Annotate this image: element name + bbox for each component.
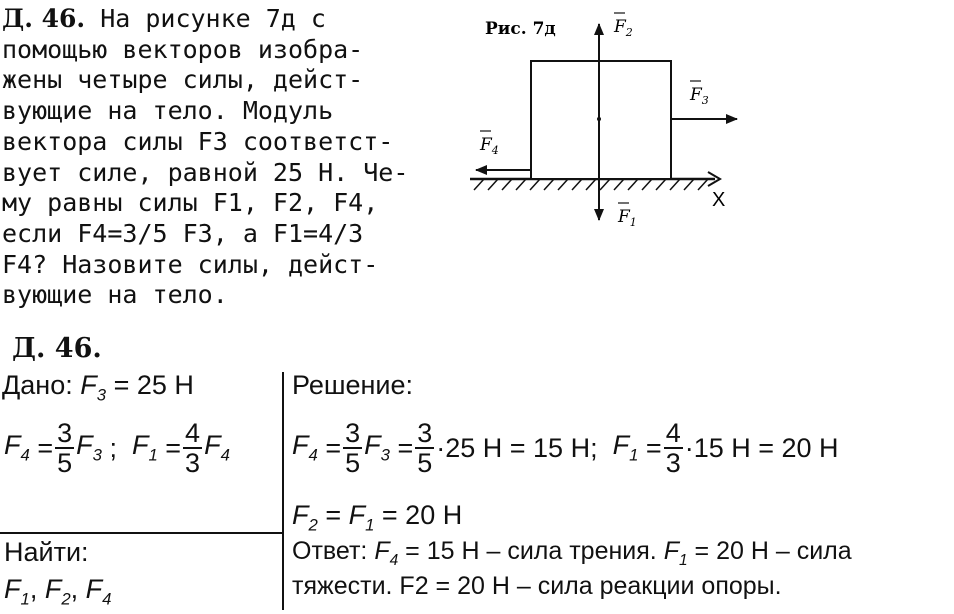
given-section: Дано: $F_3 = 25$ Н — [2, 370, 194, 405]
problem-line-9: F4? Назовите силы, дейст- — [2, 249, 379, 279]
answer-line-2: тяжести. F2 = 20 Н – сила реакции опоры. — [292, 572, 782, 600]
solution-f2-line: $F_2 = F_1 = 20$ Н — [292, 500, 463, 535]
problem-line-6: вует силе, равной 25 Н. Че- — [2, 157, 409, 187]
problem-line-2: помощью векторов изобра- — [2, 34, 364, 64]
solution-header: Д. 46. — [12, 333, 102, 364]
fraction-3-5: $\frac{3}{5}$ — [57, 417, 73, 478]
problem-statement — [2, 4, 462, 311]
label-f3: $F_3$ — [690, 85, 709, 107]
problem-line-3: жены четыре силы, дейст- — [2, 65, 364, 95]
find-values: $F_1$, $F_2$, $F_4$ — [4, 574, 112, 609]
problem-number: Д. 46. — [2, 4, 86, 33]
given-relations: $F_4$ = $\frac{3}{5}$ $F_3$ ; $F_1$ = $\frac{4}{3}$ $F_4$ — [4, 417, 230, 478]
solution-f4-f1-calculation: $F_4$ = $\frac{3}{5}$ $F_3$ = $\frac{3}{5}$ ·25 Н = 15 Н; $F_1$ = $\frac{4}{3}$ ·15 Н = 20 Н — [292, 417, 839, 478]
label-f4: $F_4$ — [480, 135, 499, 157]
figure-caption: Рис. 7д — [485, 19, 556, 39]
table-vertical-divider — [282, 372, 284, 610]
label-f2: $F_2$ — [614, 17, 633, 39]
body-block — [531, 61, 671, 179]
find-label: Найти: — [4, 537, 89, 567]
table-horizontal-divider — [0, 532, 284, 534]
answer-line-1: Ответ: $F_4 = 15$ Н – сила трения. $F_1 = 20$ Н – сила — [292, 537, 852, 569]
problem-line-1: Д. 46. На рисунке 7д с — [2, 4, 326, 33]
given-f3: $F_3$ — [80, 370, 107, 405]
given-label: Дано: — [2, 370, 73, 400]
solution-label: Решение: — [292, 370, 414, 400]
problem-line-10: вующие на тело. — [2, 280, 228, 310]
fraction-4-3: $\frac{4}{3}$ — [185, 417, 201, 478]
problem-line-4: вующие на тело. Модуль — [2, 96, 334, 126]
x-axis-label: X — [712, 189, 726, 211]
label-f1: $F_1$ — [618, 207, 637, 229]
ground-hatching — [474, 179, 708, 190]
figure-7d — [460, 0, 760, 245]
problem-line-5: вектора силы F3 соответст- — [2, 126, 394, 156]
problem-line-7: му равны силы F1, F2, F4, — [2, 188, 379, 218]
problem-line-8: если F4=3/5 F3, а F1=4/3 — [2, 218, 364, 248]
force-diagram — [460, 0, 760, 240]
